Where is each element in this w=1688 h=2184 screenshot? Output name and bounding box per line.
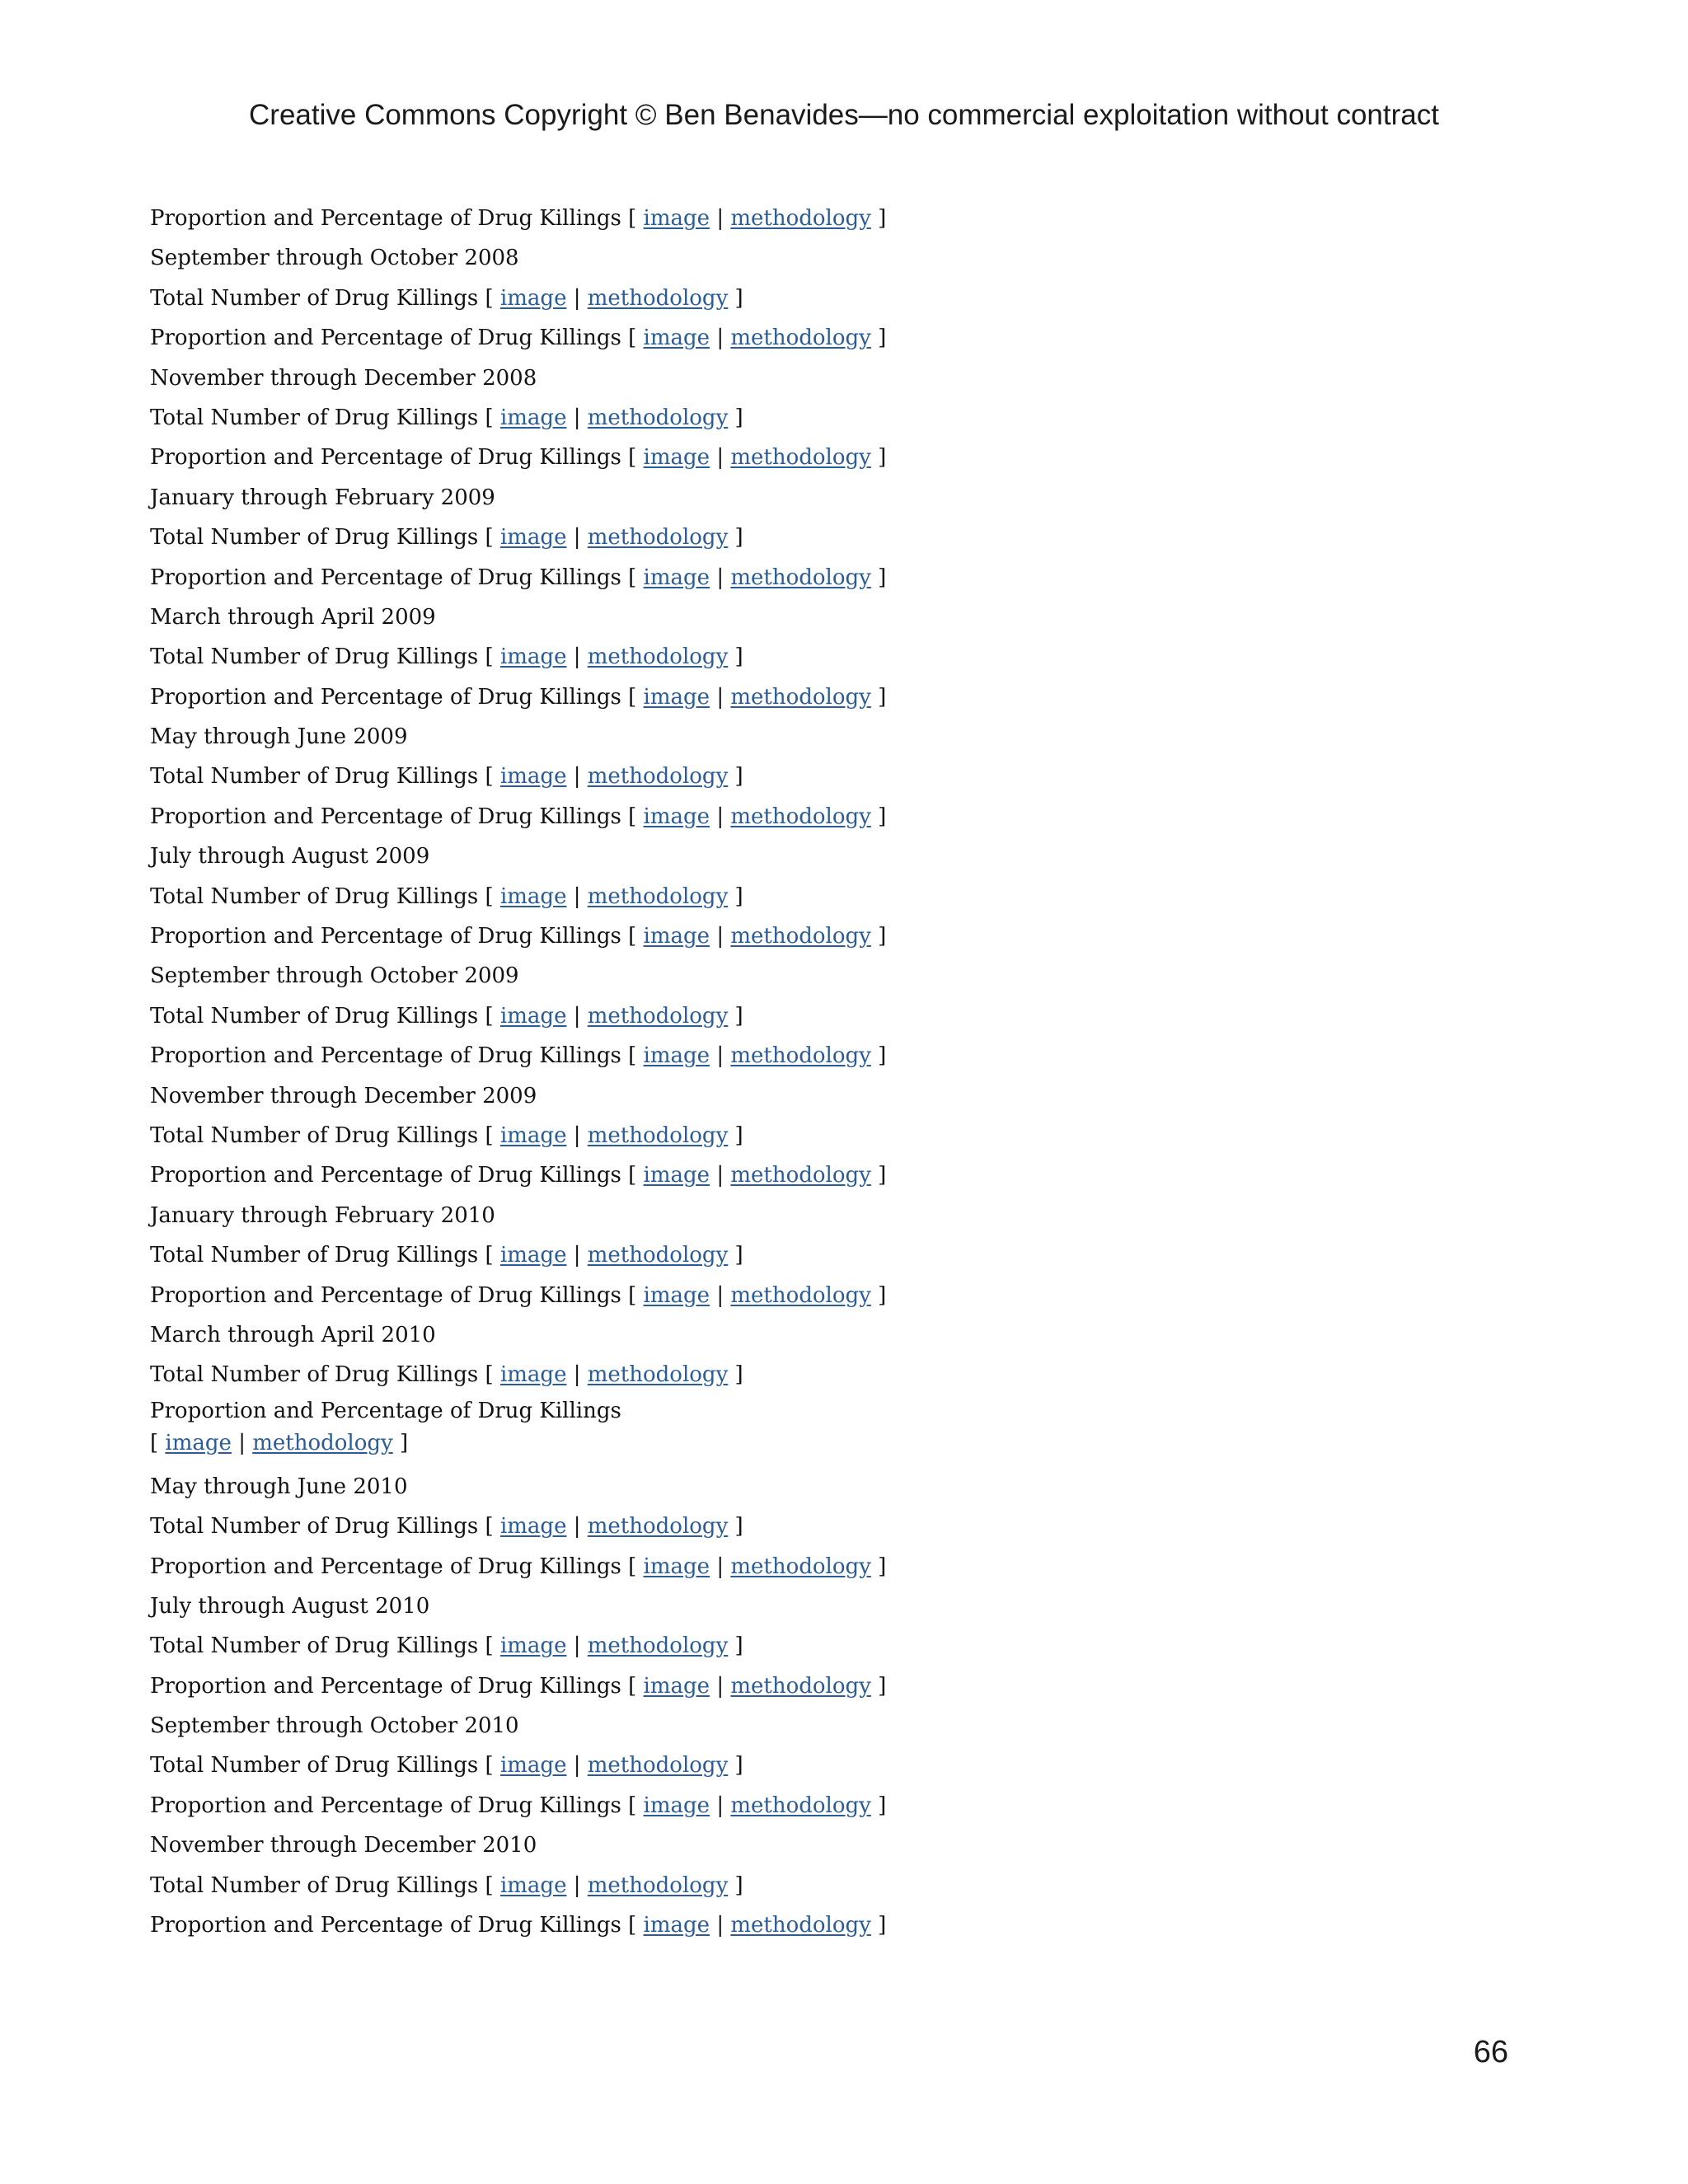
link-separator: | xyxy=(566,405,588,430)
list-item xyxy=(150,996,1057,1036)
methodology-link[interactable]: methodology xyxy=(587,1514,729,1540)
period-heading xyxy=(150,598,1057,637)
bracket-open: [ xyxy=(478,1362,500,1388)
link-group xyxy=(478,1123,743,1148)
bracket-open: [ xyxy=(478,1872,500,1898)
link-separator: | xyxy=(566,644,588,670)
image-link[interactable]: image xyxy=(499,1633,567,1659)
link-separator: | xyxy=(566,525,588,551)
list-item xyxy=(150,797,1057,837)
bracket-close: ] xyxy=(728,1633,743,1659)
bracket-open: [ xyxy=(478,644,500,670)
link-group xyxy=(478,1514,743,1539)
list-item xyxy=(150,279,1057,318)
methodology-link[interactable]: methodology xyxy=(587,285,729,311)
link-group xyxy=(478,1633,743,1658)
list-item xyxy=(150,199,1057,238)
link-separator: | xyxy=(710,1673,731,1699)
link-separator: | xyxy=(710,445,731,471)
link-group xyxy=(478,884,743,909)
page-header xyxy=(0,96,1688,135)
bracket-close: ] xyxy=(870,326,887,351)
bracket-open: [ xyxy=(478,1633,500,1659)
methodology-link[interactable]: methodology xyxy=(252,1430,393,1455)
bracket-open: [ xyxy=(621,1554,644,1579)
link-separator: | xyxy=(566,1003,588,1029)
link-group xyxy=(478,1243,743,1268)
period-heading-text: May through June 2010 xyxy=(150,1474,408,1499)
image-link[interactable]: image xyxy=(499,1753,567,1779)
image-link[interactable]: image xyxy=(499,1122,567,1148)
link-separator: | xyxy=(710,1282,731,1308)
link-separator: | xyxy=(710,206,731,231)
period-heading xyxy=(150,956,1057,996)
list-item xyxy=(150,1235,1057,1275)
methodology-link[interactable]: methodology xyxy=(730,804,871,829)
image-link[interactable]: image xyxy=(643,1793,710,1818)
image-link[interactable]: image xyxy=(643,1554,710,1579)
link-separator: | xyxy=(566,1633,588,1659)
bracket-close: ] xyxy=(728,1122,743,1148)
bracket-close: ] xyxy=(870,1043,887,1069)
list-item xyxy=(150,1276,1057,1315)
link-group xyxy=(478,286,743,311)
methodology-link[interactable]: methodology xyxy=(730,206,871,231)
link-group xyxy=(621,685,886,710)
link-separator: | xyxy=(710,804,731,829)
list-item xyxy=(150,1626,1057,1666)
list-item xyxy=(150,1746,1057,1785)
link-group xyxy=(621,1283,886,1308)
period-heading xyxy=(150,1586,1057,1626)
link-separator: | xyxy=(710,1913,731,1938)
list-item xyxy=(150,1355,1057,1394)
list-item xyxy=(150,877,1057,916)
methodology-link[interactable]: methodology xyxy=(730,1673,871,1699)
link-separator: | xyxy=(710,1554,731,1579)
period-heading xyxy=(150,837,1057,876)
link-separator: | xyxy=(710,924,731,949)
methodology-link[interactable]: methodology xyxy=(587,1362,729,1388)
methodology-link[interactable]: methodology xyxy=(730,1793,871,1818)
link-group xyxy=(478,1004,743,1029)
methodology-link[interactable]: methodology xyxy=(587,1122,729,1148)
methodology-link[interactable]: methodology xyxy=(587,644,729,670)
bracket-close: ] xyxy=(870,1554,887,1579)
image-link[interactable]: image xyxy=(643,1043,710,1069)
image-link[interactable]: image xyxy=(643,206,710,231)
list-item xyxy=(150,518,1057,557)
list-item xyxy=(150,1395,1057,1467)
methodology-link[interactable]: methodology xyxy=(587,1633,729,1659)
period-heading xyxy=(150,1467,1057,1507)
period-heading-text: January through February 2010 xyxy=(150,1202,495,1228)
bracket-close: ] xyxy=(392,1430,409,1455)
period-heading-text: November through December 2010 xyxy=(150,1833,537,1858)
methodology-link[interactable]: methodology xyxy=(730,1043,871,1069)
methodology-link[interactable]: methodology xyxy=(730,565,871,590)
list-item xyxy=(150,757,1057,796)
link-separator: | xyxy=(566,1753,588,1779)
list-item xyxy=(150,1905,1057,1945)
link-list xyxy=(150,199,1057,1945)
image-link[interactable]: image xyxy=(165,1430,232,1455)
list-item-label: Total Number of Drug Killings xyxy=(150,1633,479,1659)
link-separator: | xyxy=(710,1043,731,1069)
link-separator: | xyxy=(566,883,588,909)
list-item-label: Proportion and Percentage of Drug Killings xyxy=(150,1043,621,1069)
bracket-close: ] xyxy=(728,405,743,430)
list-item xyxy=(150,318,1057,358)
methodology-link[interactable]: methodology xyxy=(730,445,871,471)
period-heading xyxy=(150,1196,1057,1235)
link-separator: | xyxy=(710,1163,731,1188)
image-link[interactable]: image xyxy=(499,1514,567,1540)
bracket-open: [ xyxy=(478,405,500,430)
period-heading-text: July through August 2010 xyxy=(150,1593,430,1619)
list-item xyxy=(150,1507,1057,1546)
period-heading xyxy=(150,238,1057,278)
link-group xyxy=(621,206,886,231)
link-separator: | xyxy=(566,1514,588,1540)
link-separator: | xyxy=(710,1793,731,1818)
period-heading-text: March through April 2009 xyxy=(150,604,436,630)
bracket-open: [ xyxy=(478,525,500,551)
list-item-label: Total Number of Drug Killings xyxy=(150,1514,479,1540)
methodology-link[interactable]: methodology xyxy=(587,764,729,790)
link-group xyxy=(621,1554,886,1579)
bracket-close: ] xyxy=(728,525,743,551)
bracket-open: [ xyxy=(621,1163,644,1188)
bracket-open: [ xyxy=(621,684,644,710)
bracket-open: [ xyxy=(478,1243,500,1268)
list-item-label: Total Number of Drug Killings xyxy=(150,525,479,551)
bracket-open: [ xyxy=(478,1122,500,1148)
bracket-open: [ xyxy=(621,924,644,949)
link-separator: | xyxy=(566,1362,588,1388)
image-link[interactable]: image xyxy=(499,644,567,670)
methodology-link[interactable]: methodology xyxy=(730,924,871,949)
link-separator: | xyxy=(566,1872,588,1898)
list-item-label: Proportion and Percentage of Drug Killings xyxy=(150,1398,621,1423)
list-item-label: Total Number of Drug Killings xyxy=(150,644,479,670)
period-heading xyxy=(150,1076,1057,1116)
page-number: 66 xyxy=(1473,2035,1508,2069)
bracket-close: ] xyxy=(870,206,887,231)
list-item xyxy=(150,438,1057,477)
bracket-open: [ xyxy=(150,1430,166,1455)
bracket-close: ] xyxy=(728,1753,743,1779)
image-link[interactable]: image xyxy=(643,1163,710,1188)
methodology-link[interactable]: methodology xyxy=(730,1554,871,1579)
link-separator: | xyxy=(566,1122,588,1148)
list-item xyxy=(150,1866,1057,1905)
list-item xyxy=(150,1786,1057,1825)
list-item-label: Total Number of Drug Killings xyxy=(150,1753,479,1779)
list-item xyxy=(150,916,1057,956)
methodology-link[interactable]: methodology xyxy=(587,525,729,551)
bracket-open: [ xyxy=(478,1003,500,1029)
link-group xyxy=(621,326,886,350)
image-link[interactable]: image xyxy=(643,326,710,351)
image-link[interactable]: image xyxy=(499,1003,567,1029)
list-item-label: Proportion and Percentage of Drug Killings xyxy=(150,684,621,710)
list-item-label: Total Number of Drug Killings xyxy=(150,883,479,909)
list-item-label: Total Number of Drug Killings xyxy=(150,1243,479,1268)
image-link[interactable]: image xyxy=(499,764,567,790)
image-link[interactable]: image xyxy=(499,883,567,909)
methodology-link[interactable]: methodology xyxy=(587,1753,729,1779)
list-item-label: Proportion and Percentage of Drug Killings xyxy=(150,206,621,231)
bracket-close: ] xyxy=(870,1793,887,1818)
methodology-link[interactable]: methodology xyxy=(587,405,729,430)
link-group xyxy=(478,644,743,669)
image-link[interactable]: image xyxy=(499,525,567,551)
bracket-open: [ xyxy=(621,804,644,829)
bracket-close: ] xyxy=(728,883,743,909)
link-group xyxy=(478,1753,743,1778)
bracket-close: ] xyxy=(870,445,887,471)
bracket-open: [ xyxy=(478,764,500,790)
bracket-open: [ xyxy=(621,206,644,231)
link-group xyxy=(621,1043,886,1068)
period-heading xyxy=(150,717,1057,757)
list-item-label: Total Number of Drug Killings xyxy=(150,285,479,311)
list-item-label: Total Number of Drug Killings xyxy=(150,764,479,790)
image-link[interactable]: image xyxy=(643,445,710,471)
bracket-close: ] xyxy=(870,924,887,949)
image-link[interactable]: image xyxy=(643,565,710,590)
list-item xyxy=(150,637,1057,677)
link-group xyxy=(621,565,886,590)
bracket-close: ] xyxy=(728,764,743,790)
link-group xyxy=(621,924,886,949)
list-item xyxy=(150,558,1057,598)
period-heading-text: September through October 2010 xyxy=(150,1713,519,1739)
link-group xyxy=(478,1362,743,1387)
period-heading xyxy=(150,478,1057,518)
list-item xyxy=(150,1155,1057,1195)
list-item-label: Proportion and Percentage of Drug Killings xyxy=(150,1913,621,1938)
image-link[interactable]: image xyxy=(499,1362,567,1388)
link-separator: | xyxy=(566,764,588,790)
period-heading-text: May through June 2009 xyxy=(150,724,408,750)
image-link[interactable]: image xyxy=(643,1673,710,1699)
methodology-link[interactable]: methodology xyxy=(587,1872,729,1898)
methodology-link[interactable]: methodology xyxy=(587,883,729,909)
link-separator: | xyxy=(710,565,731,590)
bracket-close: ] xyxy=(870,1282,887,1308)
bracket-close: ] xyxy=(870,1673,887,1699)
list-item xyxy=(150,1036,1057,1076)
link-separator: | xyxy=(710,326,731,351)
link-group xyxy=(621,1793,886,1818)
list-item-label: Proportion and Percentage of Drug Killings xyxy=(150,924,621,949)
link-group xyxy=(621,1913,886,1938)
image-link[interactable]: image xyxy=(499,1243,567,1268)
list-item-label: Proportion and Percentage of Drug Killings xyxy=(150,326,621,351)
list-item-label: Total Number of Drug Killings xyxy=(150,405,479,430)
link-group xyxy=(150,1427,1057,1460)
period-heading xyxy=(150,1706,1057,1746)
list-item-label: Total Number of Drug Killings xyxy=(150,1362,479,1388)
link-group xyxy=(478,525,743,550)
link-group xyxy=(621,1674,886,1699)
list-item-label: Proportion and Percentage of Drug Killings xyxy=(150,1554,621,1579)
period-heading xyxy=(150,359,1057,398)
link-group xyxy=(621,804,886,829)
bracket-close: ] xyxy=(728,644,743,670)
bracket-open: [ xyxy=(621,1913,644,1938)
bracket-close: ] xyxy=(870,565,887,590)
bracket-open: [ xyxy=(621,1282,644,1308)
methodology-link[interactable]: methodology xyxy=(730,326,871,351)
link-group xyxy=(478,405,743,430)
methodology-link[interactable]: methodology xyxy=(730,684,871,710)
methodology-link[interactable]: methodology xyxy=(730,1913,871,1938)
image-link[interactable]: image xyxy=(499,285,567,311)
link-group xyxy=(478,764,743,789)
methodology-link[interactable]: methodology xyxy=(587,1243,729,1268)
list-item xyxy=(150,677,1057,717)
list-item xyxy=(150,1547,1057,1586)
list-item-label: Proportion and Percentage of Drug Killings xyxy=(150,1282,621,1308)
bracket-close: ] xyxy=(728,1872,743,1898)
bracket-open: [ xyxy=(621,445,644,471)
list-item-label: Proportion and Percentage of Drug Killings xyxy=(150,804,621,829)
bracket-close: ] xyxy=(870,1913,887,1938)
bracket-close: ] xyxy=(870,804,887,829)
list-item xyxy=(150,398,1057,438)
period-heading xyxy=(150,1825,1057,1865)
copyright-notice: Creative Commons Copyright © Ben Benavides—no commercial exploitation without contract xyxy=(249,99,1439,131)
image-link[interactable]: image xyxy=(643,1913,710,1938)
bracket-close: ] xyxy=(728,1003,743,1029)
methodology-link[interactable]: methodology xyxy=(730,1282,871,1308)
image-link[interactable]: image xyxy=(643,924,710,949)
bracket-open: [ xyxy=(621,565,644,590)
image-link[interactable]: image xyxy=(499,405,567,430)
list-item xyxy=(150,1116,1057,1155)
period-heading-text: January through February 2009 xyxy=(150,485,495,510)
methodology-link[interactable]: methodology xyxy=(730,1163,871,1188)
period-heading-text: November through December 2009 xyxy=(150,1083,537,1108)
bracket-close: ] xyxy=(728,1514,743,1540)
bracket-open: [ xyxy=(478,1514,500,1540)
list-item-label: Proportion and Percentage of Drug Killings xyxy=(150,1793,621,1818)
bracket-close: ] xyxy=(728,1243,743,1268)
list-item-label: Proportion and Percentage of Drug Killings xyxy=(150,565,621,590)
bracket-close: ] xyxy=(870,684,887,710)
bracket-open: [ xyxy=(621,326,644,351)
list-item-label: Total Number of Drug Killings xyxy=(150,1872,479,1898)
link-separator: | xyxy=(231,1430,253,1455)
link-separator: | xyxy=(566,1243,588,1268)
link-group xyxy=(478,1873,743,1898)
bracket-open: [ xyxy=(621,1673,644,1699)
bracket-open: [ xyxy=(478,285,500,311)
link-separator: | xyxy=(566,285,588,311)
period-heading-text: July through August 2009 xyxy=(150,844,430,869)
period-heading xyxy=(150,1315,1057,1355)
list-item-label: Proportion and Percentage of Drug Killings xyxy=(150,1163,621,1188)
list-item-label: Proportion and Percentage of Drug Killings xyxy=(150,1673,621,1699)
period-heading-text: March through April 2010 xyxy=(150,1322,436,1347)
bracket-close: ] xyxy=(870,1163,887,1188)
image-link[interactable]: image xyxy=(499,1872,567,1898)
list-item-label: Proportion and Percentage of Drug Killings xyxy=(150,445,621,471)
link-group xyxy=(621,445,886,470)
bracket-open: [ xyxy=(621,1793,644,1818)
list-item-label: Total Number of Drug Killings xyxy=(150,1122,479,1148)
bracket-close: ] xyxy=(728,285,743,311)
image-link[interactable]: image xyxy=(643,1282,710,1308)
image-link[interactable]: image xyxy=(643,684,710,710)
link-separator: | xyxy=(710,684,731,710)
bracket-open: [ xyxy=(621,1043,644,1069)
period-heading-text: September through October 2009 xyxy=(150,963,519,989)
list-item-label: Total Number of Drug Killings xyxy=(150,1003,479,1029)
image-link[interactable]: image xyxy=(643,804,710,829)
list-item xyxy=(150,1666,1057,1706)
bracket-open: [ xyxy=(478,1753,500,1779)
period-heading-text: November through December 2008 xyxy=(150,365,537,391)
bracket-close: ] xyxy=(728,1362,743,1388)
link-group xyxy=(621,1163,886,1188)
period-heading-text: September through October 2008 xyxy=(150,246,519,271)
bracket-open: [ xyxy=(478,883,500,909)
methodology-link[interactable]: methodology xyxy=(587,1003,729,1029)
